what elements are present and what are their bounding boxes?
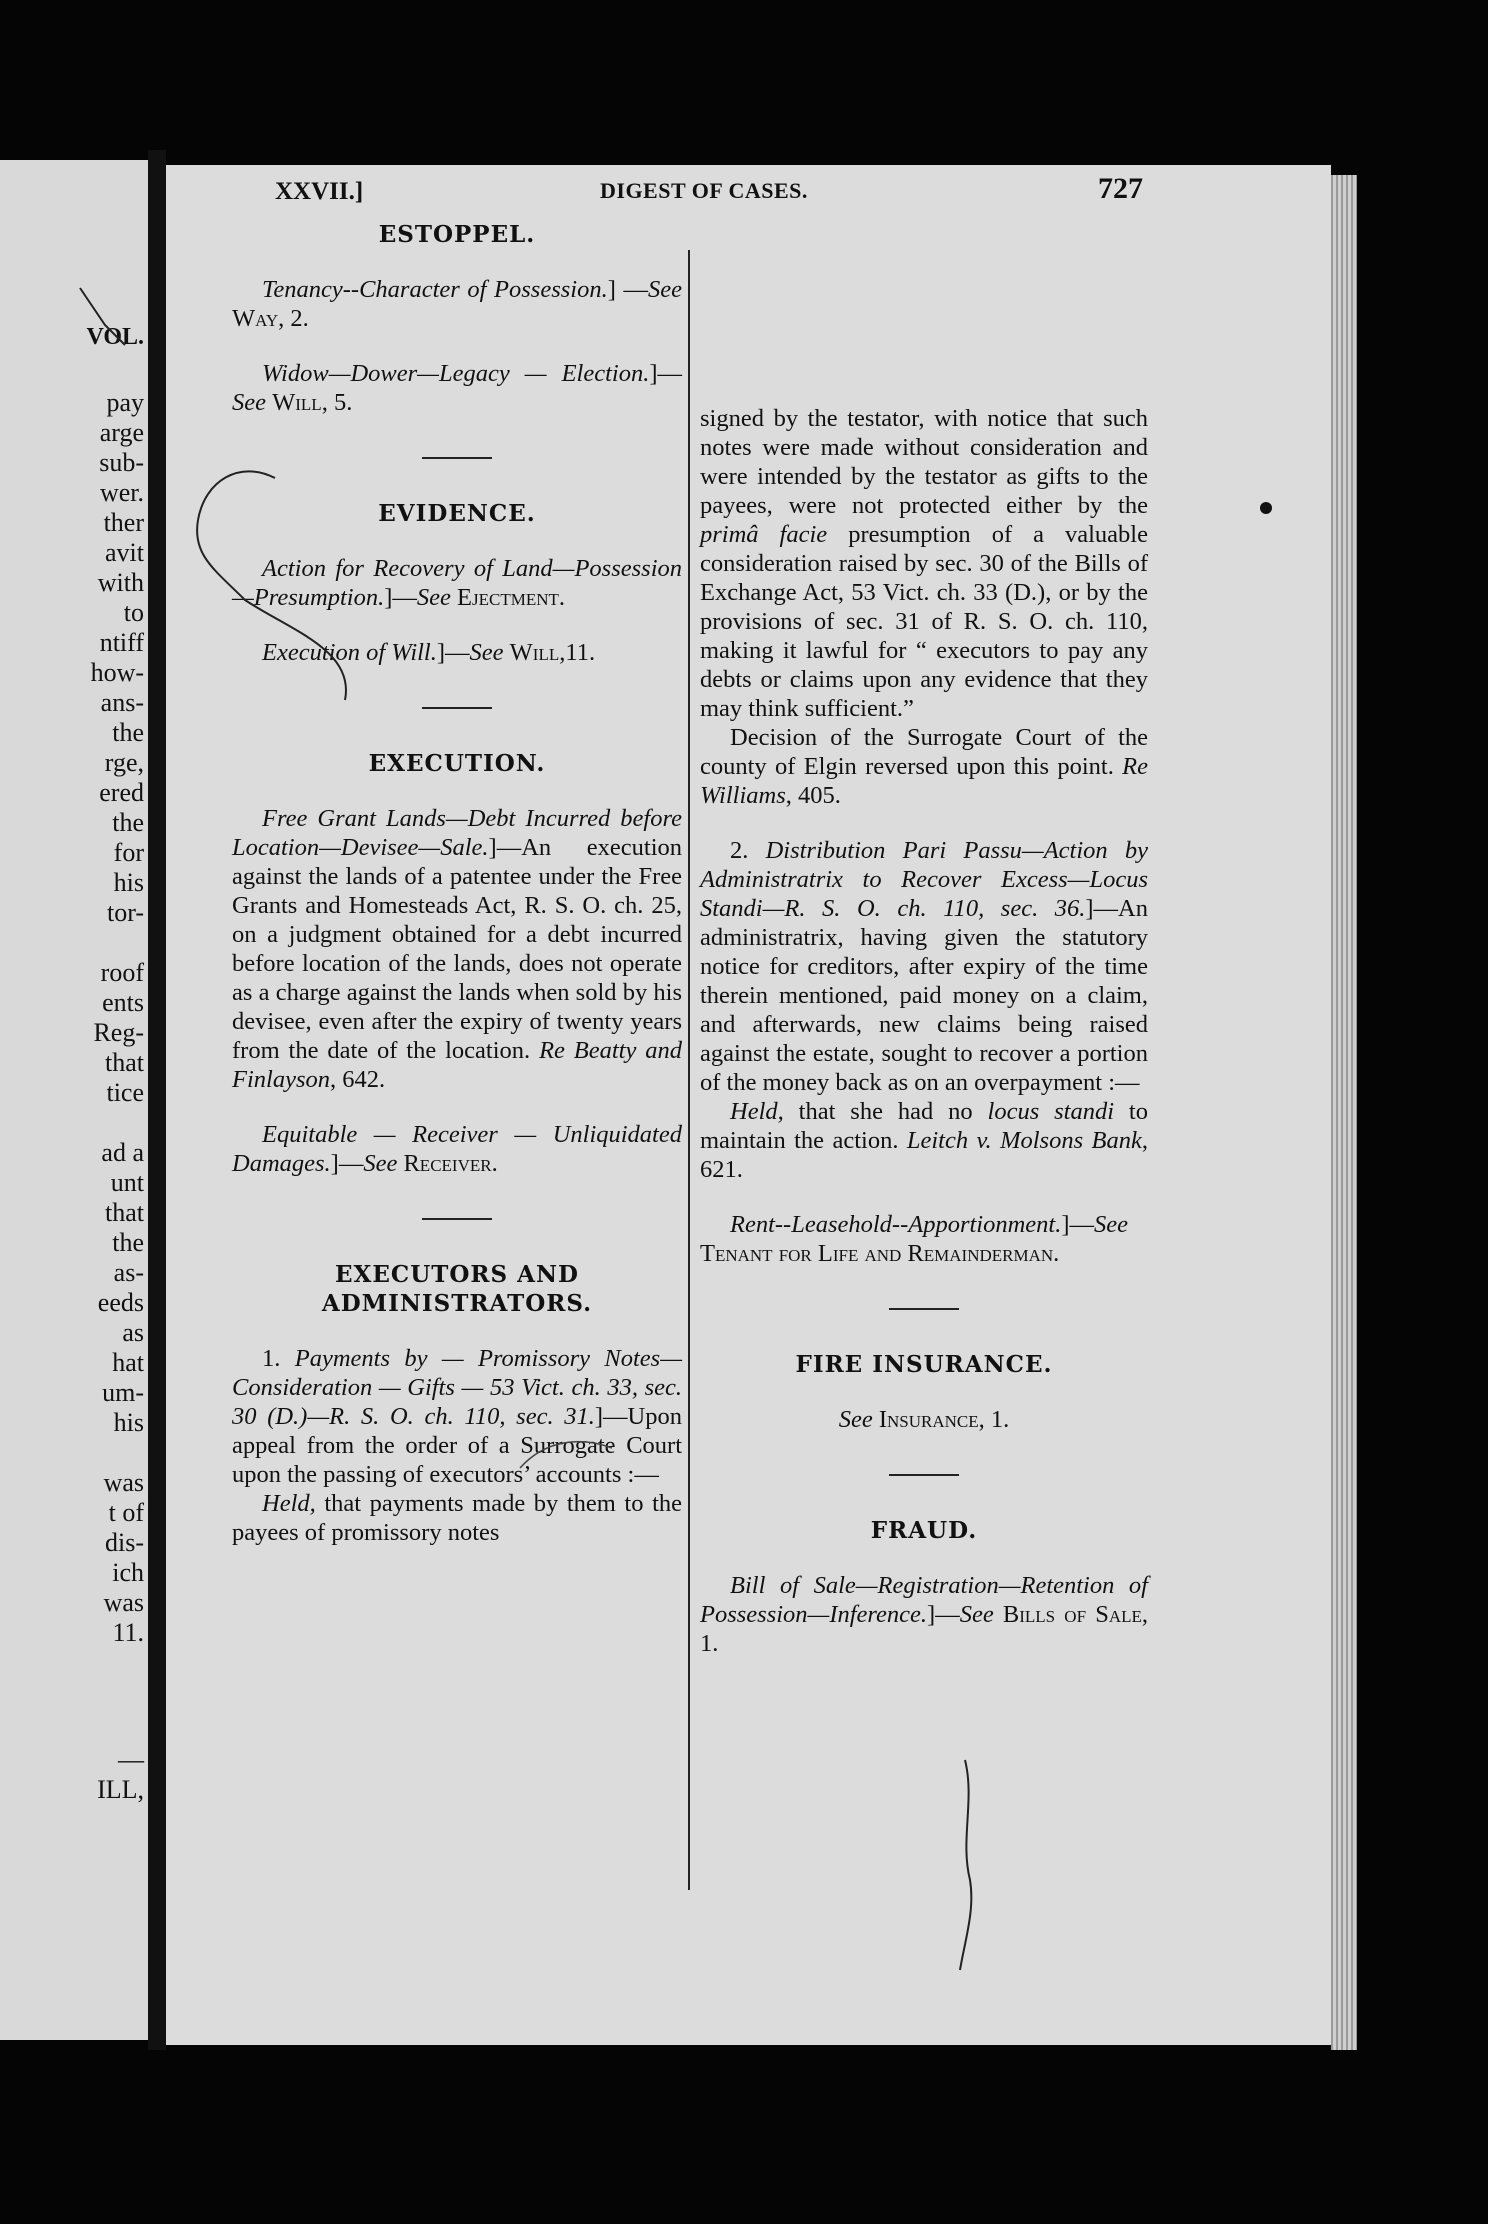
heading-executors: EXECUTORS AND ADMINISTRATORS. (321, 1261, 593, 1317)
entry-evidence-action: Action for Recovery of Land—Possession—Presumption.]—See Ejectment. (232, 555, 682, 611)
previous-page-line: tice (106, 1078, 144, 1107)
previous-page-line: ad a (101, 1138, 144, 1167)
entry-fire-insurance: See Insurance, 1. (838, 1406, 1010, 1433)
previous-page-line: um- (102, 1378, 144, 1407)
entry-fraud-bill-of-sale: Bill of Sale—Registration—Retention of Possession—Inference.]—See Bills of Sale, 1. (700, 1572, 1148, 1657)
previous-page-line: dis- (105, 1528, 144, 1557)
previous-page-line: t of (108, 1498, 144, 1527)
previous-page-line: the (112, 808, 144, 837)
previous-page-line: ents (102, 988, 144, 1017)
heading-estoppel: ESTOPPEL. (378, 221, 536, 248)
previous-page-line: hat (112, 1348, 144, 1377)
entry-distribution: 2. Distribution Pari Passu—Action by Administratrix to Recover Excess—Locus Standi—R. S. O. ch. 110, sec. 36.]—An administratrix, having given the statutory notice for creditors, after expiry of the time therein mentioned, paid money on a claim, and afterwards, new claims being raised against the estate, sought to recover a portion of the money back as on an overpayment :— (700, 837, 1148, 1096)
previous-page-line: to (123, 598, 144, 627)
previous-page-line: the (112, 1228, 144, 1257)
previous-page-line: ich (112, 1558, 144, 1587)
previous-page-line: 11. (112, 1618, 144, 1647)
previous-page-footer-line: — (118, 1745, 144, 1774)
previous-page-line: ntiff (99, 628, 144, 657)
entry-executors-held: Held, that payments made by them to the payees of promissory notes (232, 1490, 682, 1546)
entry-evidence-will: Execution of Will.]—See Will,11. (262, 639, 596, 666)
previous-page-line: roof (100, 958, 144, 987)
decision-paragraph: Decision of the Surrogate Court of the county of Elgin reversed upon this point. Re Williams, 405. (700, 724, 1149, 809)
previous-page-line: was (103, 1468, 144, 1497)
previous-page-line: ther (103, 508, 144, 537)
previous-page-line: with (97, 568, 144, 597)
previous-page-line: was (103, 1588, 144, 1617)
previous-page-line: pay (106, 388, 144, 417)
page-number: 727 (1098, 172, 1143, 205)
previous-page-footer-line: ILL, (97, 1775, 144, 1804)
previous-page-line: the (112, 718, 144, 747)
heading-evidence: EVIDENCE. (378, 500, 536, 527)
volume-label: XXVII.] (275, 178, 364, 205)
heading-fire-insurance: FIRE INSURANCE. (795, 1351, 1053, 1378)
previous-page-line: as- (113, 1258, 144, 1287)
previous-page-line: tor- (106, 898, 144, 927)
previous-page-line: Reg- (93, 1018, 144, 1047)
heading-execution: EXECUTION. (368, 750, 546, 777)
previous-page-line: as (122, 1318, 144, 1347)
entry-rent: Rent--Leasehold--Apportionment.]—See Tenant for Life and Remainderman. (700, 1211, 1129, 1267)
previous-page-line: that (105, 1048, 144, 1077)
entry-estoppel-widow: Widow—Dower—Legacy — Election.]—See Will, 5. (232, 360, 682, 416)
entry-executors-payments: 1. Payments by — Promissory Notes—Consideration — Gifts — 53 Vict. ch. 33, sec. 30 (D.)—R. S. O. ch. 110, sec. 31.]—Upon appeal from the order of a Surrogate Court upon the passing of executors’ accounts :— (232, 1345, 682, 1488)
previous-page-line: unt (110, 1168, 144, 1197)
previous-page-line: rge, (104, 748, 144, 777)
previous-page-header: VOL. (86, 324, 144, 350)
previous-page-line: his (113, 868, 144, 897)
previous-page-line: avit (105, 538, 144, 567)
previous-page-line: eeds (97, 1288, 144, 1317)
entry-execution-equitable: Equitable — Receiver — Unliquidated Damages.]—See Receiver. (232, 1121, 682, 1177)
previous-page-line: arge (99, 418, 144, 447)
entry-estoppel-tenancy: Tenancy--Character of Possession.] —See Way, 2. (232, 276, 682, 332)
previous-page-line: sub- (99, 448, 144, 477)
heading-fraud: FRAUD. (870, 1517, 978, 1544)
previous-page-line: ered (99, 778, 144, 807)
previous-page-line: that (105, 1198, 144, 1227)
entry-execution-free-grant: Free Grant Lands—Debt Incurred before Location—Devisee—Sale.]—An execution against the lands of a patentee under the Free Grants and Homesteads Act, R. S. O. ch. 25, on a judgment obtained for a debt incurred before location of the lands, does not operate as a charge against the lands when sold by his devisee, even after the expiry of twenty years from the date of the location. Re Beatty and Finlayson, 642. (232, 805, 682, 1093)
previous-page-line: how- (90, 658, 144, 687)
continued-paragraph: signed by the testator, with notice that such notes were made without consideration and were intended by the testator as gifts to the payees, were not protected either by the primâ facie presumption of a valuable consideration raised by sec. 30 of the Bills of Exchange Act, 53 Vict. ch. 33 (D.), or by the provisions of sec. 31 of R. S. O. ch. 110, making it lawful for “ executors to pay any debts or claims upon any evidence that they may think sufficient.” (700, 405, 1148, 722)
previous-page-line: his (113, 1408, 144, 1437)
previous-page-line: wer. (99, 478, 144, 507)
previous-page-line: for (113, 838, 144, 867)
entry-distribution-held: Held, that she had no locus standi to maintain the action. Leitch v. Molsons Bank, 621. (700, 1098, 1148, 1183)
page-title: DIGEST OF CASES. (600, 178, 808, 203)
previous-page-line: ans- (100, 688, 144, 717)
